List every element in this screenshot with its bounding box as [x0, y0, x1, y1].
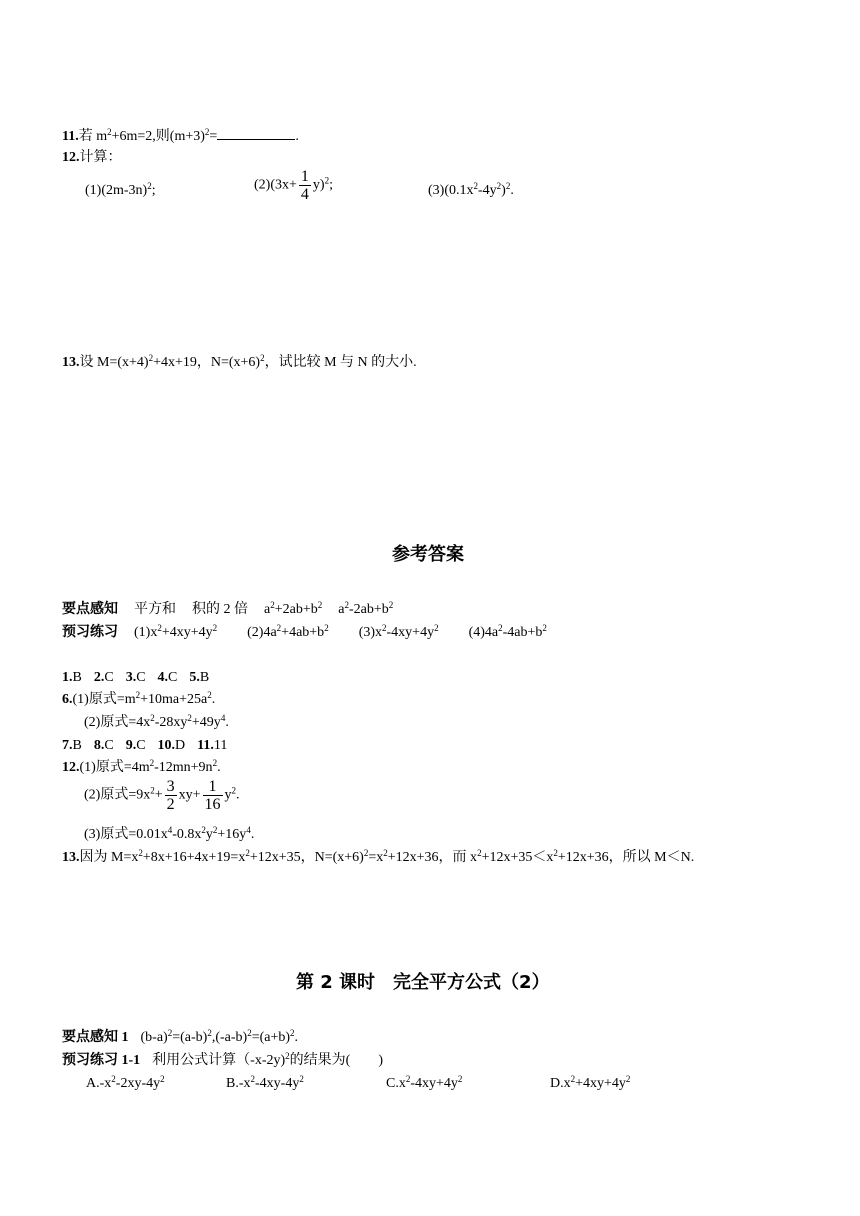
option-b[interactable]: $B.-x^2-4xy-4y^2$ — [226, 1074, 304, 1091]
answers-row-7-11: 7.B 8.C 9.C 10.D 11.11 — [62, 738, 228, 753]
lesson-heading: 第 2 课时 完全平方公式（2） — [296, 972, 550, 993]
answer-6-line-1: 6.(1)原式$=m^2+10ma+25a^2$. — [62, 690, 216, 707]
option-c[interactable]: $C.x^2-4xy+4y^2$ — [386, 1074, 463, 1091]
answer-13: 13.因为 $M=x^2+8x+16+4x+19=x^2+12x+35$，$N=(x+6)^2=x^2+12x+36$，而 $x^2+12x+35<x^2+12x+36$，所以 M＜N. — [62, 848, 695, 865]
answers-row-1-5: 1.B 2.C 3.C 4.C 5.B — [62, 670, 210, 685]
option-a[interactable]: $A.-x^2-2xy-4y^2$ — [86, 1074, 165, 1091]
answer-12-line-1: 12.(1)原式$=4m^2-12mn+9n^2$. — [62, 758, 221, 775]
answer-blank[interactable] — [217, 127, 295, 140]
key-points-answer: 要点感知 平方和 积的 2 倍 $a^2+2ab+b^2$ $a^2-2ab+b^2$ — [62, 600, 394, 617]
answers-heading: 参考答案 — [392, 544, 464, 565]
answer-6-line-2: (2)原式$=4x^2-28xy^2+49y^4$. — [84, 713, 229, 730]
answer-12-line-2: (2)原式$=9x^2+$ $\frac{3}{2}$ xy+ $\frac{1}{16}$ $y^2$. — [84, 778, 240, 813]
fraction: $\frac{1}{4}$ — [300, 168, 309, 203]
fraction: $\frac{1}{16}$ — [204, 778, 221, 813]
option-d[interactable]: $D.x^2+4xy+4y^2$ — [550, 1074, 631, 1091]
lesson-key-points: 要点感知 1 $(b-a)^2=(a-b)^2,(-a-b)^2=(a+b)^2$. — [62, 1028, 299, 1045]
question-12: 12.计算： — [62, 150, 122, 165]
answer-12-line-3: (3)原式$=0.01x^4-0.8x^2y^2+16y^4$. — [84, 825, 255, 842]
question-12-part-3: $(3)(0.1x^2-4y^2)^2$. — [428, 181, 514, 198]
question-12-part-1: $(1)(2m-3n)^2$; — [85, 181, 156, 198]
question-11: 11.若 $m^2+6m=2$,则$(m+3)^2=$ . — [62, 127, 299, 144]
question-12-part-2: (2)(3x+ $\frac{1}{4}$ y)$^2$; — [254, 168, 333, 203]
fraction: $\frac{3}{2}$ — [166, 778, 175, 813]
lesson-practice-question: 预习练习 1-1 利用公式计算（-x-2y)$^2$的结果为( ) — [62, 1051, 383, 1068]
preview-practice-answer: 预习练习 $(1)x^2+4xy+4y^2$ $(2)4a^2+4ab+b^2$ $(3)x^2-4xy+4y^2$ $(4)4a^2-4ab+b^2$ — [62, 623, 547, 640]
question-13: 13.设 $M=(x+4)^2+4x+19$，$N=(x+6)^2$，试比较 M 与 N 的大小. — [62, 353, 417, 370]
